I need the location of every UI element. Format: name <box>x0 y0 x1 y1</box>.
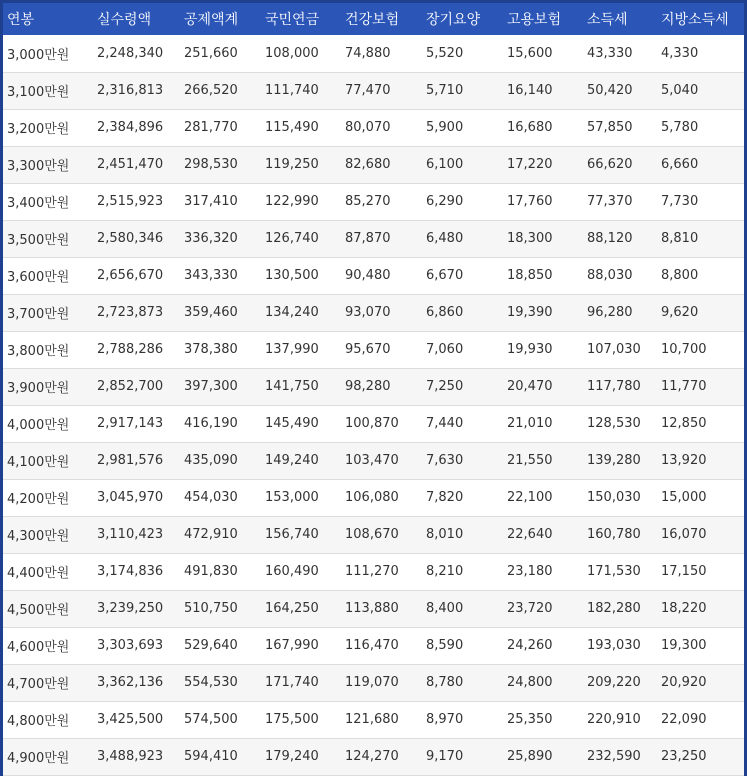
cell-salary: 3,200만원 <box>7 122 70 137</box>
header-health-insurance: 건강보험 <box>345 12 400 28</box>
table-row <box>3 183 744 220</box>
cell-national-pension: 115,490 <box>265 120 319 135</box>
cell-employment-insurance: 19,390 <box>507 305 553 320</box>
cell-income-tax: 77,370 <box>587 194 633 209</box>
cell-employment-insurance: 22,100 <box>507 490 553 505</box>
cell-total-deduction: 454,030 <box>184 490 238 505</box>
cell-long-term-care: 6,670 <box>426 268 464 283</box>
cell-long-term-care: 7,250 <box>426 379 464 394</box>
cell-total-deduction: 378,380 <box>184 342 238 357</box>
cell-net-pay: 2,515,923 <box>97 194 164 209</box>
cell-net-pay: 2,248,340 <box>97 45 164 61</box>
cell-net-pay: 3,488,923 <box>97 749 164 764</box>
cell-national-pension: 122,990 <box>265 194 319 209</box>
header-employment-insurance: 고용보험 <box>507 12 562 28</box>
cell-total-deduction: 435,090 <box>184 453 238 468</box>
cell-health-insurance: 95,670 <box>345 342 391 357</box>
cell-national-pension: 130,500 <box>265 268 319 283</box>
cell-total-deduction: 336,320 <box>184 231 238 246</box>
cell-health-insurance: 80,070 <box>345 120 391 135</box>
table-row <box>3 516 744 553</box>
header-net-pay: 실수령액 <box>97 12 152 28</box>
cell-income-tax: 96,280 <box>587 305 633 320</box>
cell-salary: 3,400만원 <box>7 196 70 211</box>
table-row <box>3 590 744 627</box>
cell-long-term-care: 6,290 <box>426 194 464 209</box>
cell-total-deduction: 317,410 <box>184 194 238 209</box>
cell-employment-insurance: 15,600 <box>507 45 553 61</box>
header-row <box>3 3 744 35</box>
table-row <box>3 331 744 368</box>
table-row <box>3 442 744 479</box>
cell-national-pension: 149,240 <box>265 453 319 468</box>
cell-local-income-tax: 5,040 <box>661 83 699 98</box>
cell-employment-insurance: 18,300 <box>507 231 553 246</box>
table-header <box>3 3 744 35</box>
table-row <box>3 35 744 72</box>
cell-income-tax: 193,030 <box>587 638 641 653</box>
cell-health-insurance: 93,070 <box>345 305 391 320</box>
cell-health-insurance: 119,070 <box>345 675 399 690</box>
cell-salary: 4,800만원 <box>7 714 70 729</box>
cell-total-deduction: 298,530 <box>184 157 238 172</box>
cell-national-pension: 179,240 <box>265 749 319 764</box>
cell-local-income-tax: 23,250 <box>661 749 707 764</box>
salary-table <box>3 3 744 776</box>
cell-health-insurance: 100,870 <box>345 416 399 431</box>
cell-income-tax: 88,030 <box>587 268 633 283</box>
cell-net-pay: 2,981,576 <box>97 453 164 468</box>
cell-employment-insurance: 18,850 <box>507 268 553 283</box>
cell-income-tax: 128,530 <box>587 416 641 431</box>
cell-local-income-tax: 5,780 <box>661 120 699 135</box>
cell-health-insurance: 98,280 <box>345 379 391 394</box>
cell-net-pay: 3,174,836 <box>97 564 164 579</box>
cell-total-deduction: 266,520 <box>184 83 238 98</box>
cell-employment-insurance: 22,640 <box>507 527 553 542</box>
cell-total-deduction: 416,190 <box>184 416 238 431</box>
cell-total-deduction: 251,660 <box>184 45 238 61</box>
cell-salary: 4,600만원 <box>7 640 70 655</box>
cell-local-income-tax: 13,920 <box>661 453 707 468</box>
cell-total-deduction: 491,830 <box>184 564 238 579</box>
cell-local-income-tax: 9,620 <box>661 305 699 320</box>
cell-income-tax: 50,420 <box>587 83 633 98</box>
cell-salary: 3,100만원 <box>7 85 70 100</box>
cell-health-insurance: 87,870 <box>345 231 391 246</box>
cell-employment-insurance: 24,260 <box>507 638 553 653</box>
cell-national-pension: 153,000 <box>265 490 319 505</box>
cell-local-income-tax: 7,730 <box>661 194 699 209</box>
cell-total-deduction: 359,460 <box>184 305 238 320</box>
cell-health-insurance: 113,880 <box>345 601 399 616</box>
cell-health-insurance: 108,670 <box>345 527 399 542</box>
cell-long-term-care: 8,400 <box>426 601 464 616</box>
cell-income-tax: 88,120 <box>587 231 633 246</box>
table-row <box>3 257 744 294</box>
cell-national-pension: 156,740 <box>265 527 319 542</box>
cell-total-deduction: 594,410 <box>184 749 238 764</box>
table-row <box>3 405 744 442</box>
cell-national-pension: 111,740 <box>265 83 319 98</box>
cell-employment-insurance: 20,470 <box>507 379 553 394</box>
cell-salary: 3,000만원 <box>7 47 70 63</box>
cell-net-pay: 3,303,693 <box>97 638 164 653</box>
header-salary: 연봉 <box>7 12 35 28</box>
cell-long-term-care: 7,060 <box>426 342 464 357</box>
cell-employment-insurance: 16,140 <box>507 83 553 98</box>
cell-total-deduction: 343,330 <box>184 268 238 283</box>
cell-salary: 4,900만원 <box>7 751 70 766</box>
table-row <box>3 553 744 590</box>
cell-health-insurance: 90,480 <box>345 268 391 283</box>
cell-local-income-tax: 8,800 <box>661 268 699 283</box>
table-row <box>3 368 744 405</box>
cell-income-tax: 209,220 <box>587 675 641 690</box>
cell-long-term-care: 7,440 <box>426 416 464 431</box>
cell-long-term-care: 5,520 <box>426 45 464 61</box>
cell-total-deduction: 397,300 <box>184 379 238 394</box>
cell-salary: 4,500만원 <box>7 603 70 618</box>
table-row <box>3 664 744 701</box>
cell-employment-insurance: 25,890 <box>507 749 553 764</box>
cell-employment-insurance: 24,800 <box>507 675 553 690</box>
cell-salary: 4,100만원 <box>7 455 70 470</box>
header-national-pension: 국민연금 <box>265 12 320 28</box>
cell-net-pay: 2,656,670 <box>97 268 164 283</box>
cell-local-income-tax: 19,300 <box>661 638 707 653</box>
cell-health-insurance: 82,680 <box>345 157 391 172</box>
cell-income-tax: 182,280 <box>587 601 641 616</box>
cell-income-tax: 139,280 <box>587 453 641 468</box>
cell-local-income-tax: 20,920 <box>661 675 707 690</box>
cell-national-pension: 141,750 <box>265 379 319 394</box>
table-row <box>3 109 744 146</box>
cell-national-pension: 119,250 <box>265 157 319 172</box>
cell-salary: 3,800만원 <box>7 344 70 359</box>
cell-health-insurance: 121,680 <box>345 712 399 727</box>
cell-long-term-care: 8,010 <box>426 527 464 542</box>
table-body <box>3 35 744 775</box>
cell-national-pension: 175,500 <box>265 712 319 727</box>
header-long-term-care: 장기요양 <box>426 12 481 28</box>
cell-health-insurance: 116,470 <box>345 638 399 653</box>
cell-total-deduction: 510,750 <box>184 601 238 616</box>
cell-salary: 3,600만원 <box>7 270 70 285</box>
cell-health-insurance: 124,270 <box>345 749 399 764</box>
table-row <box>3 627 744 664</box>
cell-long-term-care: 5,900 <box>426 120 464 135</box>
cell-salary: 4,300만원 <box>7 529 70 544</box>
cell-total-deduction: 529,640 <box>184 638 238 653</box>
table-row <box>3 72 744 109</box>
cell-national-pension: 167,990 <box>265 638 319 653</box>
table-row <box>3 479 744 516</box>
cell-national-pension: 134,240 <box>265 305 319 320</box>
cell-long-term-care: 6,860 <box>426 305 464 320</box>
cell-income-tax: 160,780 <box>587 527 641 542</box>
cell-net-pay: 2,852,700 <box>97 379 164 394</box>
cell-local-income-tax: 11,770 <box>661 379 707 394</box>
cell-local-income-tax: 22,090 <box>661 712 707 727</box>
table-row <box>3 220 744 257</box>
cell-total-deduction: 574,500 <box>184 712 238 727</box>
cell-salary: 4,200만원 <box>7 492 70 507</box>
cell-national-pension: 164,250 <box>265 601 319 616</box>
cell-long-term-care: 6,100 <box>426 157 464 172</box>
cell-long-term-care: 8,970 <box>426 712 464 727</box>
cell-income-tax: 43,330 <box>587 45 633 61</box>
cell-total-deduction: 281,770 <box>184 120 238 135</box>
cell-national-pension: 160,490 <box>265 564 319 579</box>
cell-net-pay: 3,239,250 <box>97 601 164 616</box>
cell-national-pension: 145,490 <box>265 416 319 431</box>
cell-health-insurance: 85,270 <box>345 194 391 209</box>
cell-long-term-care: 7,630 <box>426 453 464 468</box>
cell-income-tax: 232,590 <box>587 749 641 764</box>
cell-net-pay: 3,110,423 <box>97 527 164 542</box>
cell-employment-insurance: 23,720 <box>507 601 553 616</box>
cell-local-income-tax: 17,150 <box>661 564 707 579</box>
cell-local-income-tax: 10,700 <box>661 342 707 357</box>
cell-net-pay: 3,425,500 <box>97 712 164 727</box>
cell-net-pay: 2,384,896 <box>97 120 164 135</box>
cell-net-pay: 2,451,470 <box>97 157 164 172</box>
cell-total-deduction: 472,910 <box>184 527 238 542</box>
table-row <box>3 738 744 775</box>
cell-net-pay: 2,316,813 <box>97 83 164 98</box>
cell-employment-insurance: 21,550 <box>507 453 553 468</box>
cell-income-tax: 57,850 <box>587 120 633 135</box>
cell-net-pay: 2,723,873 <box>97 305 164 320</box>
header-local-income-tax: 지방소득세 <box>661 12 729 28</box>
cell-net-pay: 2,917,143 <box>97 416 164 431</box>
cell-net-pay: 3,362,136 <box>97 675 164 690</box>
cell-employment-insurance: 17,760 <box>507 194 553 209</box>
cell-local-income-tax: 6,660 <box>661 157 699 172</box>
cell-salary: 3,300만원 <box>7 159 70 174</box>
cell-salary: 3,700만원 <box>7 307 70 322</box>
cell-net-pay: 2,580,346 <box>97 231 164 246</box>
cell-total-deduction: 554,530 <box>184 675 238 690</box>
cell-national-pension: 137,990 <box>265 342 319 357</box>
cell-employment-insurance: 19,930 <box>507 342 553 357</box>
cell-income-tax: 117,780 <box>587 379 641 394</box>
cell-income-tax: 66,620 <box>587 157 633 172</box>
cell-employment-insurance: 25,350 <box>507 712 553 727</box>
cell-long-term-care: 7,820 <box>426 490 464 505</box>
cell-long-term-care: 8,590 <box>426 638 464 653</box>
cell-long-term-care: 5,710 <box>426 83 464 98</box>
header-income-tax: 소득세 <box>587 12 628 28</box>
cell-income-tax: 220,910 <box>587 712 641 727</box>
cell-salary: 4,700만원 <box>7 677 70 692</box>
cell-income-tax: 171,530 <box>587 564 641 579</box>
cell-health-insurance: 106,080 <box>345 490 399 505</box>
cell-income-tax: 107,030 <box>587 342 641 357</box>
cell-long-term-care: 6,480 <box>426 231 464 246</box>
cell-national-pension: 171,740 <box>265 675 319 690</box>
cell-local-income-tax: 15,000 <box>661 490 707 505</box>
cell-employment-insurance: 23,180 <box>507 564 553 579</box>
cell-salary: 4,000만원 <box>7 418 70 433</box>
cell-local-income-tax: 16,070 <box>661 527 707 542</box>
cell-salary: 4,400만원 <box>7 566 70 581</box>
cell-national-pension: 108,000 <box>265 45 319 61</box>
cell-health-insurance: 103,470 <box>345 453 399 468</box>
cell-health-insurance: 74,880 <box>345 45 391 61</box>
cell-salary: 3,900만원 <box>7 381 70 396</box>
table-row <box>3 146 744 183</box>
cell-local-income-tax: 4,330 <box>661 45 699 61</box>
cell-net-pay: 2,788,286 <box>97 342 164 357</box>
cell-salary: 3,500만원 <box>7 233 70 248</box>
cell-local-income-tax: 8,810 <box>661 231 699 246</box>
cell-employment-insurance: 16,680 <box>507 120 553 135</box>
cell-employment-insurance: 21,010 <box>507 416 553 431</box>
header-total-deduction: 공제액계 <box>184 12 239 28</box>
cell-net-pay: 3,045,970 <box>97 490 164 505</box>
cell-long-term-care: 8,780 <box>426 675 464 690</box>
cell-income-tax: 150,030 <box>587 490 641 505</box>
cell-health-insurance: 77,470 <box>345 83 391 98</box>
cell-long-term-care: 8,210 <box>426 564 464 579</box>
cell-national-pension: 126,740 <box>265 231 319 246</box>
table-row <box>3 701 744 738</box>
cell-local-income-tax: 18,220 <box>661 601 707 616</box>
cell-employment-insurance: 17,220 <box>507 157 553 172</box>
table-row <box>3 294 744 331</box>
cell-long-term-care: 9,170 <box>426 749 464 764</box>
cell-local-income-tax: 12,850 <box>661 416 707 431</box>
cell-health-insurance: 111,270 <box>345 564 399 579</box>
